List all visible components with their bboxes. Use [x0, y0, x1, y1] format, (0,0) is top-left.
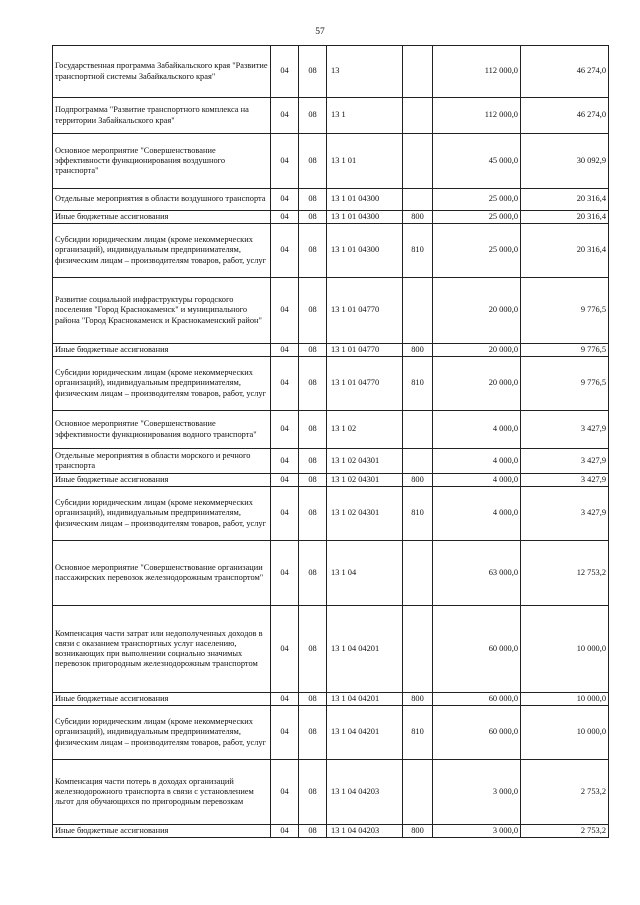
cell-razdel: 04	[271, 825, 299, 838]
cell-amount-executed: 20 316,4	[521, 211, 609, 224]
cell-razdel: 04	[271, 189, 299, 211]
cell-name: Основное мероприятие "Совершенствование эффективности функционирования воздушного транспорта"	[53, 134, 271, 189]
table-row	[53, 98, 609, 134]
cell-name: Субсидии юридическим лицам (кроме некоммерческих организаций), индивидуальным предпринимателям, физическим лицам – производителям товаров, работ, услуг	[53, 706, 271, 760]
cell-podrazdel: 08	[299, 189, 327, 211]
cell-amount-executed: 3 427,9	[521, 449, 609, 474]
table-row	[53, 474, 609, 487]
cell-target-article: 13 1 02 04301	[327, 487, 403, 541]
cell-amount-planned: 60 000,0	[433, 693, 521, 706]
cell-amount-executed: 20 316,4	[521, 224, 609, 278]
cell-razdel: 04	[271, 474, 299, 487]
cell-name: Компенсация части потерь в доходах организаций железнодорожного транспорта в связи с установлением льгот для обучающихся по пригородным перевозкам	[53, 760, 271, 825]
cell-target-article: 13	[327, 46, 403, 98]
cell-target-article: 13 1 04 04201	[327, 693, 403, 706]
table-row	[53, 224, 609, 278]
table-row	[53, 693, 609, 706]
cell-expense-type	[403, 46, 433, 98]
cell-amount-planned: 45 000,0	[433, 134, 521, 189]
cell-amount-planned: 63 000,0	[433, 541, 521, 606]
cell-razdel: 04	[271, 606, 299, 693]
cell-razdel: 04	[271, 344, 299, 357]
cell-name: Развитие социальной инфраструктуры городского поселения "Город Краснокаменск" и муниципального района "Город Краснокаменск и Краснокаменский район"	[53, 278, 271, 344]
cell-podrazdel: 08	[299, 487, 327, 541]
cell-razdel: 04	[271, 98, 299, 134]
cell-amount-planned: 20 000,0	[433, 344, 521, 357]
cell-amount-executed: 9 776,5	[521, 278, 609, 344]
cell-expense-type	[403, 760, 433, 825]
cell-amount-planned: 25 000,0	[433, 224, 521, 278]
table-row	[53, 487, 609, 541]
cell-podrazdel: 08	[299, 411, 327, 449]
cell-amount-planned: 112 000,0	[433, 46, 521, 98]
cell-amount-executed: 30 092,9	[521, 134, 609, 189]
cell-amount-executed: 46 274,0	[521, 46, 609, 98]
budget-table	[52, 45, 609, 838]
cell-target-article: 13 1 01 04770	[327, 344, 403, 357]
cell-amount-planned: 4 000,0	[433, 449, 521, 474]
cell-podrazdel: 08	[299, 134, 327, 189]
cell-target-article: 13 1	[327, 98, 403, 134]
cell-amount-executed: 3 427,9	[521, 411, 609, 449]
cell-name: Компенсация части затрат или недополученных доходов в связи с оказанием транспортных услуг населению, возникающих при выполнении социально значимых перевозок пригородным железнодорожным транспортом	[53, 606, 271, 693]
cell-expense-type	[403, 134, 433, 189]
cell-target-article: 13 1 02	[327, 411, 403, 449]
cell-expense-type	[403, 606, 433, 693]
cell-amount-executed: 46 274,0	[521, 98, 609, 134]
cell-expense-type: 800	[403, 474, 433, 487]
table-row	[53, 278, 609, 344]
cell-podrazdel: 08	[299, 278, 327, 344]
cell-name: Иные бюджетные ассигнования	[53, 474, 271, 487]
cell-expense-type	[403, 449, 433, 474]
cell-target-article: 13 1 01 04300	[327, 189, 403, 211]
cell-podrazdel: 08	[299, 693, 327, 706]
cell-razdel: 04	[271, 693, 299, 706]
cell-expense-type	[403, 189, 433, 211]
cell-expense-type	[403, 541, 433, 606]
cell-razdel: 04	[271, 278, 299, 344]
cell-target-article: 13 1 04	[327, 541, 403, 606]
cell-podrazdel: 08	[299, 449, 327, 474]
cell-razdel: 04	[271, 541, 299, 606]
table-row	[53, 706, 609, 760]
cell-target-article: 13 1 04 04201	[327, 606, 403, 693]
table-row	[53, 541, 609, 606]
cell-podrazdel: 08	[299, 224, 327, 278]
table-row	[53, 344, 609, 357]
cell-amount-planned: 3 000,0	[433, 760, 521, 825]
cell-name: Иные бюджетные ассигнования	[53, 344, 271, 357]
cell-target-article: 13 1 04 04203	[327, 760, 403, 825]
table-row	[53, 825, 609, 838]
cell-podrazdel: 08	[299, 357, 327, 411]
cell-name: Иные бюджетные ассигнования	[53, 211, 271, 224]
cell-name: Субсидии юридическим лицам (кроме некоммерческих организаций), индивидуальным предпринимателям, физическим лицам – производителям товаров, работ, услуг	[53, 357, 271, 411]
table-row	[53, 357, 609, 411]
cell-razdel: 04	[271, 224, 299, 278]
table-row	[53, 211, 609, 224]
page-number: 57	[315, 27, 325, 37]
cell-podrazdel: 08	[299, 344, 327, 357]
cell-amount-executed: 10 000,0	[521, 706, 609, 760]
table-row	[53, 606, 609, 693]
cell-expense-type: 810	[403, 487, 433, 541]
cell-amount-executed: 12 753,2	[521, 541, 609, 606]
cell-podrazdel: 08	[299, 46, 327, 98]
cell-expense-type: 800	[403, 693, 433, 706]
cell-amount-planned: 4 000,0	[433, 474, 521, 487]
cell-amount-planned: 20 000,0	[433, 357, 521, 411]
table-row	[53, 760, 609, 825]
table-row	[53, 411, 609, 449]
cell-target-article: 13 1 02 04301	[327, 474, 403, 487]
cell-amount-executed: 2 753,2	[521, 760, 609, 825]
cell-expense-type: 800	[403, 825, 433, 838]
cell-name: Субсидии юридическим лицам (кроме некоммерческих организаций), индивидуальным предпринимателям, физическим лицам – производителям товаров, работ, услуг	[53, 487, 271, 541]
cell-name: Основное мероприятие "Совершенствование организации пассажирских перевозок железнодорожным транспортом"	[53, 541, 271, 606]
cell-amount-planned: 25 000,0	[433, 189, 521, 211]
cell-razdel: 04	[271, 211, 299, 224]
cell-amount-planned: 3 000,0	[433, 825, 521, 838]
cell-name: Основное мероприятие "Совершенствование эффективности функционирования водного транспорта"	[53, 411, 271, 449]
cell-target-article: 13 1 01 04300	[327, 224, 403, 278]
table-row	[53, 46, 609, 98]
cell-razdel: 04	[271, 487, 299, 541]
cell-name: Иные бюджетные ассигнования	[53, 693, 271, 706]
cell-expense-type: 810	[403, 706, 433, 760]
cell-amount-executed: 9 776,5	[521, 344, 609, 357]
cell-target-article: 13 1 02 04301	[327, 449, 403, 474]
cell-amount-executed: 3 427,9	[521, 474, 609, 487]
cell-amount-planned: 60 000,0	[433, 606, 521, 693]
cell-razdel: 04	[271, 46, 299, 98]
cell-razdel: 04	[271, 357, 299, 411]
cell-razdel: 04	[271, 760, 299, 825]
cell-razdel: 04	[271, 706, 299, 760]
table-row	[53, 449, 609, 474]
cell-target-article: 13 1 01 04770	[327, 278, 403, 344]
cell-amount-planned: 112 000,0	[433, 98, 521, 134]
cell-podrazdel: 08	[299, 474, 327, 487]
cell-target-article: 13 1 01 04300	[327, 211, 403, 224]
cell-amount-executed: 2 753,2	[521, 825, 609, 838]
cell-target-article: 13 1 01 04770	[327, 357, 403, 411]
cell-podrazdel: 08	[299, 211, 327, 224]
cell-podrazdel: 08	[299, 606, 327, 693]
cell-amount-planned: 60 000,0	[433, 706, 521, 760]
cell-amount-planned: 25 000,0	[433, 211, 521, 224]
table-row	[53, 134, 609, 189]
cell-amount-executed: 20 316,4	[521, 189, 609, 211]
cell-target-article: 13 1 04 04203	[327, 825, 403, 838]
cell-name: Субсидии юридическим лицам (кроме некоммерческих организаций), индивидуальным предпринимателям, физическим лицам – производителям товаров, работ, услуг	[53, 224, 271, 278]
cell-podrazdel: 08	[299, 98, 327, 134]
cell-amount-planned: 20 000,0	[433, 278, 521, 344]
cell-podrazdel: 08	[299, 541, 327, 606]
cell-razdel: 04	[271, 411, 299, 449]
cell-expense-type: 800	[403, 344, 433, 357]
cell-expense-type: 800	[403, 211, 433, 224]
cell-target-article: 13 1 04 04201	[327, 706, 403, 760]
cell-razdel: 04	[271, 134, 299, 189]
cell-amount-planned: 4 000,0	[433, 411, 521, 449]
cell-name: Отдельные мероприятия в области морского и речного транспорта	[53, 449, 271, 474]
cell-name: Отдельные мероприятия в области воздушного транспорта	[53, 189, 271, 211]
cell-podrazdel: 08	[299, 760, 327, 825]
cell-podrazdel: 08	[299, 825, 327, 838]
cell-podrazdel: 08	[299, 706, 327, 760]
cell-expense-type	[403, 98, 433, 134]
cell-expense-type	[403, 411, 433, 449]
cell-razdel: 04	[271, 449, 299, 474]
table-row	[53, 189, 609, 211]
cell-expense-type: 810	[403, 357, 433, 411]
cell-amount-executed: 3 427,9	[521, 487, 609, 541]
cell-name: Иные бюджетные ассигнования	[53, 825, 271, 838]
cell-amount-executed: 10 000,0	[521, 693, 609, 706]
cell-name: Государственная программа Забайкальского края "Развитие транспортной системы Забайкальского края"	[53, 46, 271, 98]
cell-amount-executed: 9 776,5	[521, 357, 609, 411]
cell-expense-type	[403, 278, 433, 344]
cell-amount-executed: 10 000,0	[521, 606, 609, 693]
cell-amount-planned: 4 000,0	[433, 487, 521, 541]
cell-name: Подпрограмма "Развитие транспортного комплекса на территории Забайкальского края"	[53, 98, 271, 134]
table-body	[53, 46, 609, 838]
cell-expense-type: 810	[403, 224, 433, 278]
cell-target-article: 13 1 01	[327, 134, 403, 189]
